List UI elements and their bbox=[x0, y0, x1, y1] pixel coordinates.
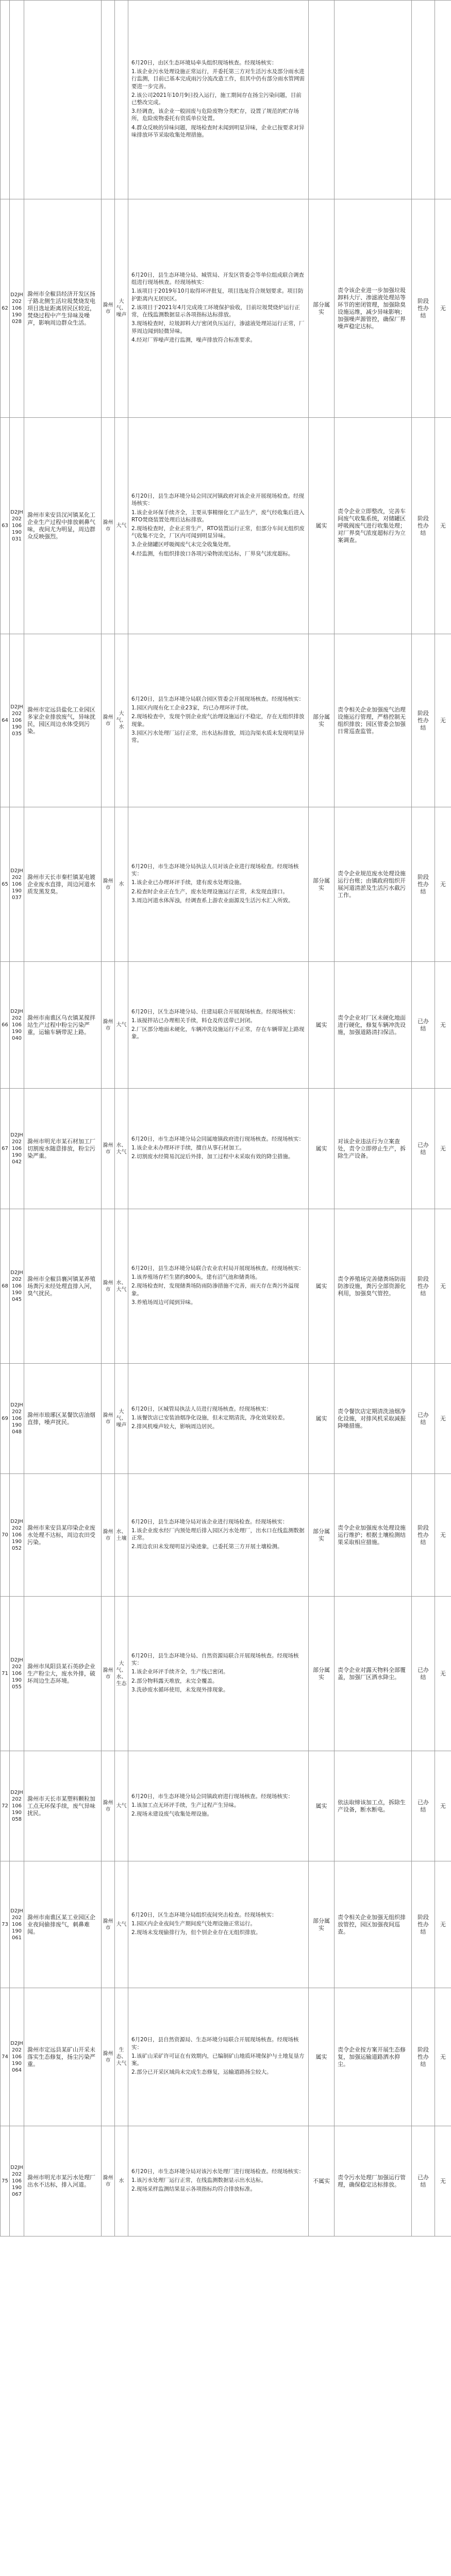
region: 滁州市 bbox=[102, 1751, 115, 1861]
pollution-type: 水、土壤 bbox=[115, 1474, 128, 1597]
handling-measures: 责令该企业进一步加强垃圾卸料大厅、渗滤液处理站等环节的密闭管理，加强除臭设施运维，减少异味影响；加强噪声源管控，确保厂界噪声稳定达标。 bbox=[335, 199, 412, 418]
handling-measures: 责令相关企业加强废气治理设施运行管理，严格控制无组织排放；园区管委会加强日常巡查监管。 bbox=[335, 634, 412, 807]
case-code: D2JH202106190058 bbox=[10, 1751, 24, 1861]
case-code: D2JH202106190028 bbox=[10, 199, 24, 418]
handling-measures: 责令企业对厂区未硬化地面进行硬化，修复车辆冲洗设施，加强道路清扫保洁。 bbox=[335, 962, 412, 1089]
detail-paragraph: 6月20日，区生态环境分局、住建局联合开展现场核查。经现场核实： bbox=[131, 1008, 299, 1015]
investigation-detail bbox=[128, 1474, 309, 1597]
table-row bbox=[1, 1089, 451, 1209]
handling-measures: 依法取缔该加工点，拆除生产设备，断水断电。 bbox=[335, 1751, 412, 1861]
closure-status: 已办结 bbox=[412, 962, 435, 1089]
handling-measures: 责令养殖场完善储粪场防雨防渗设施，粪污全部资源化利用，加强臭气管控。 bbox=[335, 1209, 412, 1364]
detail-paragraph: 2.该公司2021年10月9日投入运行，施工期间存在扬尘污染问题，目前已整改完成。 bbox=[131, 92, 302, 106]
region: 滁州市 bbox=[102, 634, 115, 807]
accountability: 无 bbox=[435, 1988, 451, 2126]
detail-paragraph: 1.该企业已办理环评手续，建有废水处理设施。 bbox=[131, 879, 245, 886]
row-number: 64 bbox=[1, 634, 10, 807]
detail-paragraph: 1.该餐饮店已安装油烟净化设施，但未定期清洗，净化效果较差。 bbox=[131, 1414, 289, 1421]
detail-paragraph: 1.该矿山采矿许可证在有效期内，已编制矿山地质环境保护与土地复垦方案。 bbox=[131, 2053, 305, 2067]
truth-status: 部分属实 bbox=[309, 199, 335, 418]
region: 滁州市 bbox=[102, 1474, 115, 1597]
accountability: 无 bbox=[435, 807, 451, 962]
detail-paragraph: 2.厂区部分地面未硬化，车辆冲洗设施运行不正常，存在车辆带泥上路现象。 bbox=[131, 1026, 305, 1040]
accountability: 无 bbox=[435, 634, 451, 807]
detail-paragraph: 1.园区内企业夜间生产期间废气处理设施正常运行。 bbox=[131, 1920, 256, 1927]
pollution-type: 大气、噪声 bbox=[115, 199, 128, 418]
truth-status: 部分属实 bbox=[309, 634, 335, 807]
truth-status: 部分属实 bbox=[309, 1474, 335, 1597]
case-code: D2JH202106190052 bbox=[10, 1474, 24, 1597]
truth-status: 属实 bbox=[309, 418, 335, 634]
pollution-type: 大气、噪声 bbox=[115, 1364, 128, 1474]
row-number: 67 bbox=[1, 1089, 10, 1209]
closure-status: 阶段性办结 bbox=[412, 1474, 435, 1597]
closure-status: 阶段性办结 bbox=[412, 418, 435, 634]
truth-status: 部分属实 bbox=[309, 807, 335, 962]
row-number: 71 bbox=[1, 1597, 10, 1751]
closure-status: 阶段性办结 bbox=[412, 1209, 435, 1364]
detail-paragraph: 6月20日，县自然资源局、生态环境分局联合开展现场核查。经现场核实： bbox=[131, 2037, 299, 2050]
detail-paragraph: 3.企业储罐区呼吸阀废气未完全收集处理。 bbox=[131, 541, 235, 548]
truth-status: 部分属实 bbox=[309, 1861, 335, 1988]
row-number: 62 bbox=[1, 199, 10, 418]
row-number: 68 bbox=[1, 1209, 10, 1364]
issue-summary: 滁州市定远县某矿山开采未落实生态修复，扬尘污染严重。 bbox=[24, 1988, 102, 2126]
pollution-type: 水 bbox=[115, 2126, 128, 2236]
accountability: 无 bbox=[435, 2126, 451, 2236]
case-code: D2JH202106190040 bbox=[10, 962, 24, 1089]
closure-status: 已办结 bbox=[412, 1751, 435, 1861]
investigation-detail bbox=[128, 199, 309, 418]
table-row bbox=[1, 1597, 451, 1751]
accountability: 无 bbox=[435, 1861, 451, 1988]
region: 滁州市 bbox=[102, 962, 115, 1089]
issue-summary bbox=[24, 1, 102, 199]
region: 滁州市 bbox=[102, 1089, 115, 1209]
investigation-detail bbox=[128, 1364, 309, 1474]
case-code: D2JH202106190064 bbox=[10, 1988, 24, 2126]
handling-measures: 责令企业对露天物料全部覆盖，加强厂区洒水降尘。 bbox=[335, 1597, 412, 1751]
investigation-detail bbox=[128, 1751, 309, 1861]
region: 滁州市 bbox=[102, 1988, 115, 2126]
handling-measures: 责令企业按方案开展生态修复，加强运输道路洒水抑尘。 bbox=[335, 1988, 412, 2126]
issue-summary: 滁州市明光市某石材加工厂切割废水随意排放，粉尘污染严重。 bbox=[24, 1089, 102, 1209]
region: 滁州市 bbox=[102, 1597, 115, 1751]
table-row bbox=[1, 807, 451, 962]
detail-paragraph: 2.现场未建设废气收集处理设施。 bbox=[131, 1811, 213, 1818]
region: 滁州市 bbox=[102, 1364, 115, 1474]
case-code: D2JH202106190035 bbox=[10, 634, 24, 807]
detail-paragraph: 1.该企业废水经厂内预处理后排入园区污水处理厂，出水口在线监测数据正常。 bbox=[131, 1527, 305, 1541]
pollution-type: 水 bbox=[115, 807, 128, 962]
pollution-type: 生态、大气 bbox=[115, 1988, 128, 2126]
closure-status: 已办结 bbox=[412, 1364, 435, 1474]
truth-status: 属实 bbox=[309, 962, 335, 1089]
detail-paragraph: 1.该搅拌站已办理相关手续，料仓及传送带已封闭。 bbox=[131, 1017, 256, 1024]
investigation-detail bbox=[128, 2126, 309, 2236]
detail-paragraph: 1.该养殖场存栏生猪约800头，建有沼气池和储粪场。 bbox=[131, 1274, 261, 1281]
closure-status: 阶段性办结 bbox=[412, 634, 435, 807]
row-number bbox=[1, 1, 10, 199]
accountability bbox=[435, 1, 451, 199]
accountability: 无 bbox=[435, 962, 451, 1089]
detail-paragraph: 2.现场检查时，发现储粪场防雨防渗措施不完善，雨天存在粪污外溢现象。 bbox=[131, 1283, 299, 1297]
truth-status: 属实 bbox=[309, 1089, 335, 1209]
detail-paragraph: 6月20日，由区生态环境局牵头组织现场核查。经现场核实： bbox=[131, 59, 277, 66]
detail-paragraph: 6月20日，县生态环境分局、自然资源局联合开展现场核查。经现场核实： bbox=[131, 1652, 299, 1667]
investigation-detail bbox=[128, 634, 309, 807]
detail-paragraph: 1.该污水处理厂运行正常，在线监测数据显示出水达标。 bbox=[131, 2177, 267, 2183]
closure-status: 阶段性办结 bbox=[412, 199, 435, 418]
pollution-type: 水、大气 bbox=[115, 1089, 128, 1209]
detail-paragraph: 2.现场未发现偷排行为，但个别企业存在无组织排放。 bbox=[131, 1929, 261, 1936]
investigation-detail bbox=[128, 1089, 309, 1209]
detail-paragraph: 4.群众反映的异味问题，现场检查时未闻到明显异味，企业已按要求对异味排放环节采取收集处理措施。 bbox=[131, 124, 305, 138]
handling-measures bbox=[335, 1, 412, 199]
investigation-detail bbox=[128, 807, 309, 962]
accountability: 无 bbox=[435, 1209, 451, 1364]
detail-paragraph: 6月20日，市生态环境分局会同属地镇政府进行现场核查。经现场核实： bbox=[131, 1136, 305, 1142]
table-row bbox=[1, 1209, 451, 1364]
row-number: 74 bbox=[1, 1988, 10, 2126]
accountability: 无 bbox=[435, 1751, 451, 1861]
row-number: 65 bbox=[1, 807, 10, 962]
detail-paragraph: 3.周边河道水体浑浊，经调查系上游农业面源及生活污水汇入所致。 bbox=[131, 897, 294, 904]
investigation-detail bbox=[128, 1988, 309, 2126]
investigation-detail bbox=[128, 1861, 309, 1988]
accountability: 无 bbox=[435, 1089, 451, 1209]
issue-summary: 滁州市来安县汊河镇某化工企业生产过程中排放刺鼻气味，夜间尤为明显，周边群众反映强烈。 bbox=[24, 418, 102, 634]
table-row bbox=[1, 199, 451, 418]
investigation-detail bbox=[128, 418, 309, 634]
case-code: D2JH202106190061 bbox=[10, 1861, 24, 1988]
table-row bbox=[1, 1, 451, 199]
detail-paragraph: 6月20日，县生态环境分局联合农业农村局开展现场核查。经现场核实： bbox=[131, 1265, 305, 1272]
truth-status: 不属实 bbox=[309, 2126, 335, 2236]
issue-summary: 滁州市全椒县襄河镇某养殖场粪污未经处理直排入河，臭气扰民。 bbox=[24, 1209, 102, 1364]
truth-status: 属实 bbox=[309, 1751, 335, 1861]
case-code: D2JH202106190042 bbox=[10, 1089, 24, 1209]
detail-paragraph: 4.经对厂界噪声进行监测，噪声排放符合标准要求。 bbox=[131, 336, 256, 343]
handling-measures: 责令餐饮店定期清洗油烟净化设施，对排风机采取减振降噪措施。 bbox=[335, 1364, 412, 1474]
detail-paragraph: 1.该加工点无环评手续，生产过程产生异味。 bbox=[131, 1802, 240, 1808]
table-row bbox=[1, 1364, 451, 1474]
closure-status: 阶段性办结 bbox=[412, 807, 435, 962]
investigation-detail bbox=[128, 1209, 309, 1364]
issue-summary: 滁州市凤阳县某石英砂企业生产粉尘大，废水外排，破坏周边生态环境。 bbox=[24, 1597, 102, 1751]
pollution-type: 大气 bbox=[115, 1751, 128, 1861]
table-row bbox=[1, 1988, 451, 2126]
pollution-type: 大气、水、生态 bbox=[115, 1597, 128, 1751]
detail-paragraph: 4.经监测，有组织排放口各项污染物浓度达标，厂界臭气浓度超标。 bbox=[131, 550, 294, 557]
case-code: D2JH202106190045 bbox=[10, 1209, 24, 1364]
closure-status bbox=[412, 1, 435, 199]
handling-measures: 责令相关企业加强无组织排放管控，园区加强夜间巡查。 bbox=[335, 1861, 412, 1988]
table-row bbox=[1, 634, 451, 807]
row-number: 73 bbox=[1, 1861, 10, 1988]
row-number: 75 bbox=[1, 2126, 10, 2236]
closure-status: 已办结 bbox=[412, 1597, 435, 1751]
detail-paragraph: 1.该企业污水处理设施正常运行，并委托第三方对生活污水及部分雨水进行监测，目前已基本完成雨污分流改造工作，但其中仍有部分雨水管网需要进一步完善。 bbox=[131, 69, 305, 90]
detail-paragraph: 1.园区内现有化工企业23家，均已办理环评手续。 bbox=[131, 705, 252, 711]
issue-summary: 滁州市天长市秦栏镇某电镀企业废水直排，周边河道水质发黑发臭。 bbox=[24, 807, 102, 962]
detail-paragraph: 1.该企业环保手续齐全，主要从事精细化工产品生产，废气经收集后进入RTO焚烧装置处理后达标排放。 bbox=[131, 509, 305, 523]
table-body bbox=[1, 1, 451, 2236]
detail-paragraph: 2.切割废水经简易沉淀后外排，加工过程中未采取有效的降尘措施。 bbox=[131, 1154, 294, 1160]
detail-paragraph: 6月20日，区生态环境分局组织夜间突击检查。经现场核实： bbox=[131, 1911, 277, 1918]
case-code: D2JH202106190067 bbox=[10, 2126, 24, 2236]
region: 滁州市 bbox=[102, 1861, 115, 1988]
accountability: 无 bbox=[435, 1474, 451, 1597]
table-row bbox=[1, 1861, 451, 1988]
detail-paragraph: 2.部分物料露天堆放，未完全覆盖。 bbox=[131, 1677, 218, 1684]
detail-paragraph: 1.该项目于2019年10月取得环评批复，项目选址符合规划要求。项目防护距离内无居民区。 bbox=[131, 288, 304, 302]
issue-summary: 滁州市定远县盐化工业园区多家企业排放废气，异味扰民，园区周边水体受到污染。 bbox=[24, 634, 102, 807]
detail-paragraph: 1.该企业环评手续齐全，生产线已密闭。 bbox=[131, 1669, 229, 1675]
investigation-detail bbox=[128, 1, 309, 199]
truth-status: 属实 bbox=[309, 1988, 335, 2126]
row-number: 66 bbox=[1, 962, 10, 1089]
issue-summary: 滁州市琅琊区某餐饮店油烟直排，噪声扰民。 bbox=[24, 1364, 102, 1474]
detail-paragraph: 6月20日，市生态环境分局对该污水处理厂进行现场检查。经现场核实： bbox=[131, 2168, 305, 2175]
region: 滁州市 bbox=[102, 807, 115, 962]
truth-status bbox=[309, 1, 335, 199]
handling-measures: 责令企业加强废水处理设施运行维护；根据土壤检测结果采取相应措施。 bbox=[335, 1474, 412, 1597]
detail-paragraph: 2.部分已开采区域尚未完成生态修复，运输道路扬尘较大。 bbox=[131, 2069, 272, 2076]
handling-measures: 责令企业立即整改，完善车间废气收集系统，对储罐区呼吸阀废气进行收集处理；对厂界臭气浓度超标行为立案调查。 bbox=[335, 418, 412, 634]
investigation-detail bbox=[128, 962, 309, 1089]
accountability: 无 bbox=[435, 1597, 451, 1751]
detail-paragraph: 2.排风机噪声较大，影响周边居民。 bbox=[131, 1423, 218, 1430]
truth-status: 属实 bbox=[309, 1364, 335, 1474]
detail-paragraph: 3.现场检查时，垃圾卸料大厅密闭负压运行，渗滤液处理站运行正常，厂界周边闻到轻微异味。 bbox=[131, 320, 305, 334]
closure-status: 阶段性办结 bbox=[412, 1861, 435, 1988]
detail-paragraph: 2.周边农田未发现明显污染迹象，已委托第三方开展土壤检测。 bbox=[131, 1544, 283, 1550]
region: 滁州市 bbox=[102, 1209, 115, 1364]
region: 滁州市 bbox=[102, 2126, 115, 2236]
accountability: 无 bbox=[435, 199, 451, 418]
detail-paragraph: 6月20日，市生态环境分局会同镇政府进行现场核查。经现场核实： bbox=[131, 1793, 294, 1800]
issue-summary: 滁州市全椒县经济开发区扬子路北侧生活垃圾焚烧发电项目选址距离居民区较近，焚烧过程中产生异味及噪声，影响周边群众生活。 bbox=[24, 199, 102, 418]
issue-summary: 滁州市天长市某塑料颗粒加工点无环保手续，废气异味扰民。 bbox=[24, 1751, 102, 1861]
detail-paragraph: 6月20日，县生态环境分局对该企业进行现场检查。经现场核实： bbox=[131, 1518, 288, 1525]
pollution-type: 水、大气 bbox=[115, 1209, 128, 1364]
detail-paragraph: 2.现场采样监测结果显示各项指标均符合排放标准。 bbox=[131, 2186, 256, 2193]
table-row bbox=[1, 418, 451, 634]
region: 滁州市 bbox=[102, 199, 115, 418]
detail-paragraph: 6月20日，区城管局执法人员进行现场核查。经现场核实： bbox=[131, 1405, 272, 1412]
detail-paragraph: 3.养殖场周边可闻到异味。 bbox=[131, 1299, 196, 1306]
accountability: 无 bbox=[435, 1364, 451, 1474]
pollution-type: 大气 bbox=[115, 962, 128, 1089]
closure-status: 已办结 bbox=[412, 1089, 435, 1209]
row-number: 70 bbox=[1, 1474, 10, 1597]
case-code: D2JH202106190037 bbox=[10, 807, 24, 962]
truth-status: 属实 bbox=[309, 1209, 335, 1364]
detail-paragraph: 2.该项目于2021年4月完成竣工环境保护验收，目前垃圾焚烧炉运行正常，在线监测数据显示各项指标达标排放。 bbox=[131, 304, 300, 318]
closure-status: 阶段性办结 bbox=[412, 1988, 435, 2126]
investigation-detail bbox=[128, 1597, 309, 1751]
detail-paragraph: 6月20日，市生态环境分局执法人员对该企业进行现场检查。经现场核实： bbox=[131, 863, 299, 877]
detail-paragraph: 1.该企业未办理环评手续，擅自从事石材加工。 bbox=[131, 1144, 245, 1151]
row-number: 63 bbox=[1, 418, 10, 634]
pollution-type: 大气、水 bbox=[115, 634, 128, 807]
case-code bbox=[10, 1, 24, 199]
issue-summary: 滁州市明光市某污水处理厂出水不达标，排入河道。 bbox=[24, 2126, 102, 2236]
handling-measures: 对该企业违法行为立案查处，责令立即停止生产，拆除生产设备。 bbox=[335, 1089, 412, 1209]
region: 滁州市 bbox=[102, 418, 115, 634]
detail-paragraph: 3.洗砂废水循环使用，未发现外排现象。 bbox=[131, 1686, 229, 1693]
truth-status: 部分属实 bbox=[309, 1597, 335, 1751]
case-code: D2JH202106190055 bbox=[10, 1597, 24, 1751]
handling-measures: 责令污水处理厂加强运行管理，确保稳定达标排放。 bbox=[335, 2126, 412, 2236]
issue-summary: 滁州市来安县某印染企业废水处理不达标，周边农田受污染。 bbox=[24, 1474, 102, 1597]
region bbox=[102, 1, 115, 199]
detail-paragraph: 6月20日，县生态环境分局会同汊河镇政府对该企业开展现场检查。经现场核实： bbox=[131, 493, 305, 507]
table-row bbox=[1, 962, 451, 1089]
row-number: 72 bbox=[1, 1751, 10, 1861]
closure-status: 已办结 bbox=[412, 2126, 435, 2236]
detail-paragraph: 2.现场检查时，企业正常生产，RTO装置运行正常，但部分车间无组织废气收集不完全，厂区内可闻到明显异味。 bbox=[131, 526, 305, 539]
issue-summary: 滁州市南谯区某工业园区企业夜间偷排废气，刺鼻难闻。 bbox=[24, 1861, 102, 1988]
table-row bbox=[1, 1751, 451, 1861]
detail-paragraph: 6月20日，县生态环境分局、城管局、开发区管委会等单位组成联合调查组进行现场核查。经现场核实： bbox=[131, 272, 305, 286]
detail-paragraph: 3.经调查，该企业一般固废与危险废物分类贮存，设置了规范的贮存场所，危险废物委托有资质单位处置。 bbox=[131, 108, 299, 122]
detail-paragraph: 2.检查时企业正在生产，废水处理设施运行正常，未发现直排口。 bbox=[131, 888, 289, 895]
detail-paragraph: 3.园区污水处理厂运行正常，出水达标排放，周边沟渠水质未发现明显异常。 bbox=[131, 730, 305, 743]
handling-measures: 责令企业规范废水处理设施运行台账；由镇政府组织开展河道清淤及生活污水截污工作。 bbox=[335, 807, 412, 962]
pollution-type bbox=[115, 1, 128, 199]
case-code: D2JH202106190048 bbox=[10, 1364, 24, 1474]
table-row bbox=[1, 2126, 451, 2236]
pollution-type: 大气 bbox=[115, 1861, 128, 1988]
table-row bbox=[1, 1474, 451, 1597]
case-code: D2JH202106190031 bbox=[10, 418, 24, 634]
issue-summary: 滁州市南谯区乌衣镇某搅拌站生产过程中粉尘污染严重，运输车辆带泥上路。 bbox=[24, 962, 102, 1089]
accountability: 无 bbox=[435, 418, 451, 634]
row-number: 69 bbox=[1, 1364, 10, 1474]
detail-paragraph: 6月20日，县生态环境分局联合园区管委会开展现场核查。经现场核实： bbox=[131, 696, 305, 702]
pollution-type: 大气 bbox=[115, 418, 128, 634]
detail-paragraph: 2.现场检查中，发现个别企业废气治理设施运行不稳定，存在无组织排放现象。 bbox=[131, 714, 305, 727]
